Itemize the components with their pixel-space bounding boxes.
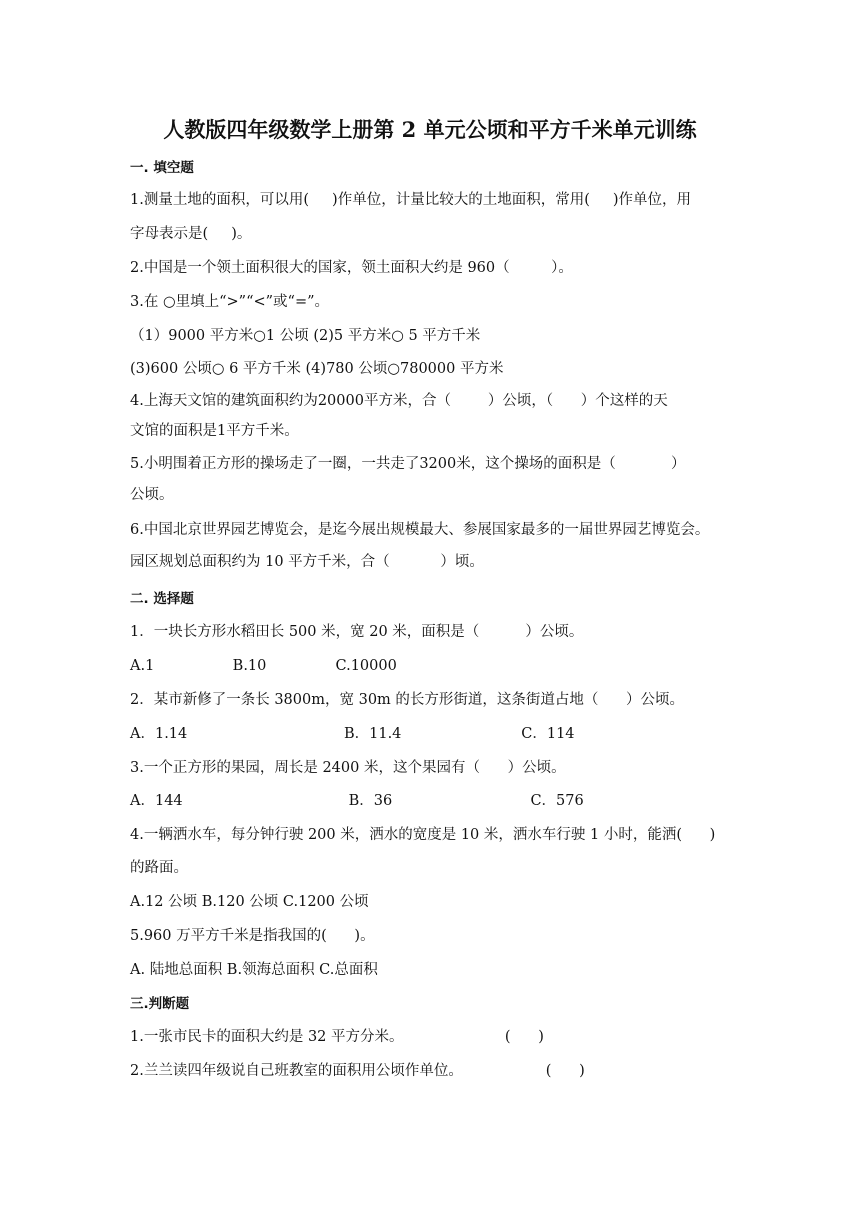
choice-line: A.12 公顷 B.120 公顷 C.1200 公顷	[130, 894, 369, 910]
choice-line: 1．一块长方形水稻田长 500 米，宽 20 米，面积是（ ）公顷。	[130, 624, 584, 640]
fill-line: 4.上海天文馆的建筑面积约为20000平方米，合（ ）公顷，（ ）个这样的天	[130, 393, 668, 409]
choice-line: 3.一个正方形的果园，周长是 2400 米，这个果园有（ ）公顷。	[130, 760, 566, 776]
fill-line: 园区规划总面积约为 10 平方千米，合（ ）顷。	[130, 554, 484, 570]
fill-line: 3.在 ○里填上“>”“<”或“=”。	[130, 294, 330, 310]
choice-line: A．1.14 B．11.4 C．114	[130, 726, 575, 742]
page-title: 人教版四年级数学上册第 2 单元公顷和平方千米单元训练	[163, 117, 697, 142]
choice-line: A．144 B．36 C．576	[130, 793, 584, 809]
judge-line: 1.一张市民卡的面积大约是 32 平方分米。 ( )	[130, 1029, 544, 1045]
fill-line: 6.中国北京世界园艺博览会，是迄今展出规模最大、参展国家最多的一届世界园艺博览会。	[130, 522, 710, 538]
choice-line: 4.一辆洒水车，每分钟行驶 200 米，洒水的宽度是 10 米，洒水车行驶 1 小时，能洒( )	[130, 827, 716, 843]
section-heading-choice: 二. 选择题	[130, 591, 194, 607]
fill-line: 5.小明围着正方形的操场走了一圈，一共走了3200米，这个操场的面积是（ ）	[130, 456, 686, 472]
fill-line: 2.中国是一个领土面积很大的国家，领土面积大约是 960（ ）。	[130, 260, 573, 276]
choice-line: A.1 B.10 C.10000	[130, 658, 397, 674]
section-heading-fill: 一. 填空题	[130, 160, 194, 176]
fill-line: 1.测量土地的面积，可以用( )作单位，计量比较大的土地面积，常用( )作单位，用	[130, 192, 692, 208]
fill-line: (3)600 公顷○ 6 平方千米 (4)780 公顷○780000 平方米	[130, 361, 504, 377]
fill-line: 公顷。	[130, 487, 174, 503]
section-heading-judge: 三.判断题	[130, 996, 190, 1012]
choice-line: 2．某市新修了一条长 3800m，宽 30m 的长方形街道，这条街道占地（ ）公顷。	[130, 692, 685, 708]
choice-line: A. 陆地总面积 B.领海总面积 C.总面积	[130, 962, 378, 978]
choice-line: 5.960 万平方千米是指我国的( )。	[130, 928, 375, 944]
judge-line: 2.兰兰读四年级说自己班教室的面积用公顷作单位。 ( )	[130, 1063, 585, 1079]
choice-line: 的路面。	[130, 860, 188, 876]
fill-line: 字母表示是( )。	[130, 226, 252, 242]
fill-line: 文馆的面积是1平方千米。	[130, 423, 299, 439]
fill-line: （1）9000 平方米○1 公顷 (2)5 平方米○ 5 平方千米	[130, 328, 481, 344]
